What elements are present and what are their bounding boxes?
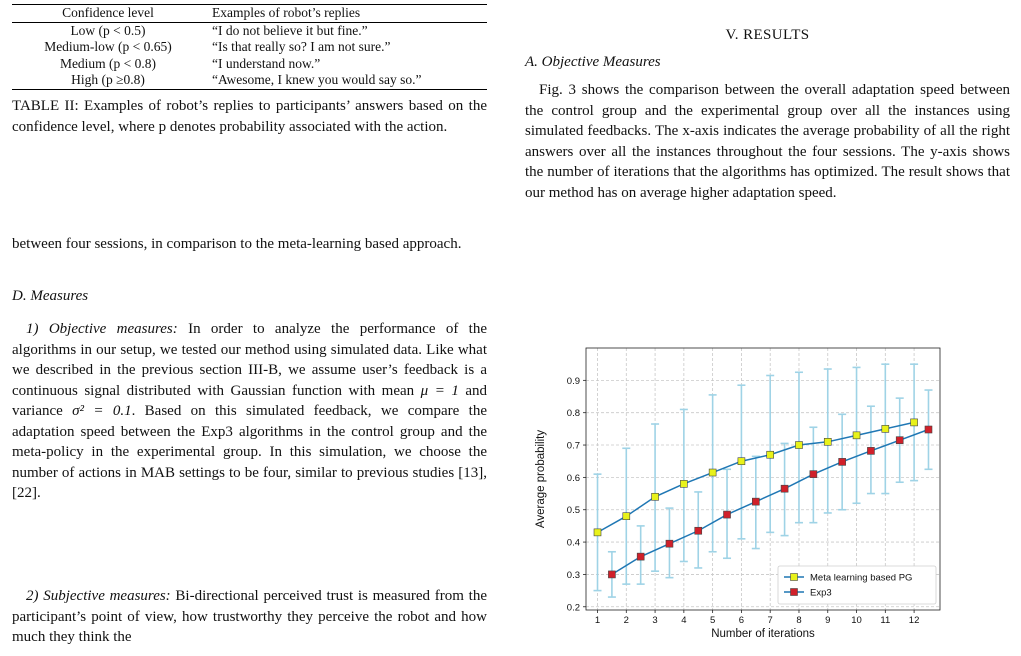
table-ii	[12, 4, 487, 90]
table-cell-reply: “I understand now.”	[212, 55, 321, 71]
data-point	[738, 458, 745, 465]
x-tick-label: 2	[623, 615, 629, 626]
table-cell-reply: “Awesome, I knew you would say so.”	[204, 72, 487, 89]
x-axis-label: Number of iterations	[711, 628, 815, 640]
y-tick-label: 0.9	[566, 375, 580, 387]
y-tick-label: 0.8	[566, 408, 580, 420]
table-header-row	[12, 5, 487, 23]
section-heading-measures: D. Measures	[12, 288, 89, 304]
x-tick-label: 8	[796, 615, 802, 626]
y-tick-label: 0.6	[566, 472, 580, 484]
x-tick-label: 11	[880, 615, 891, 626]
mu-expression: μ = 1	[420, 382, 459, 399]
table-cell-level: Medium-low (p < 0.65)	[44, 39, 172, 54]
data-point	[680, 480, 687, 487]
objective-measures-label: 1) Objective measures:	[26, 321, 178, 337]
data-point	[637, 553, 644, 560]
data-point	[767, 451, 774, 458]
y-axis-label: Average probability	[535, 429, 547, 529]
data-point	[608, 571, 615, 578]
data-point	[695, 527, 702, 534]
subjective-text: Bi-directional perceived trust is measured from the participant’s point of view, how trustworthy they perceive the robot and how much they think the	[12, 588, 487, 645]
x-tick-label: 4	[681, 615, 687, 626]
data-point	[925, 426, 932, 433]
data-point	[911, 419, 918, 426]
objective-text-b: and variance	[12, 382, 487, 419]
data-point	[652, 493, 659, 500]
y-tick-label: 0.4	[566, 537, 580, 549]
x-tick-label: 5	[709, 615, 716, 626]
data-point	[709, 469, 716, 476]
data-point	[810, 471, 817, 478]
y-tick-label: 0.7	[566, 440, 580, 452]
paragraph-objective-measures	[12, 319, 487, 504]
sigma-expression: σ² = 0.1	[72, 403, 132, 419]
table-row	[12, 39, 487, 56]
legend-marker	[791, 589, 798, 596]
data-point	[882, 425, 889, 432]
subsection-heading-objective: A. Objective Measures	[525, 54, 661, 70]
table-cell-level: Medium (p < 0.8)	[59, 55, 157, 71]
x-tick-label: 12	[908, 615, 920, 626]
line-chart-figure	[530, 340, 950, 640]
data-point	[896, 437, 903, 444]
data-point	[752, 498, 759, 505]
x-tick-label: 6	[738, 615, 745, 626]
data-point	[867, 447, 874, 454]
data-point	[839, 458, 846, 465]
data-point	[853, 432, 860, 439]
x-tick-label: 3	[652, 615, 658, 626]
data-point	[781, 485, 788, 492]
section-heading-results: V. RESULTS	[725, 27, 810, 43]
data-point	[824, 438, 831, 445]
objective-text-a: In order to analyze the performance of the algorithms in our setup, we tested our method using simulated data. Like what we described in the previous section III-B, we assume user’s feedback is a continuous signal distributed with Gaussian function with mean	[12, 321, 488, 399]
table-row	[12, 22, 487, 39]
data-point	[594, 529, 601, 536]
table-cell-reply: “I do not believe it but fine.”	[212, 22, 368, 38]
table-cell-level: High (p ≥0.8)	[12, 72, 204, 89]
chart-error-bars	[594, 364, 933, 597]
table-header-cell: Examples of robot’s replies	[204, 5, 487, 23]
table-cell-level: Low (p < 0.5)	[70, 22, 146, 38]
paragraph-continuation: between four sessions, in comparison to the meta-learning based approach.	[12, 236, 462, 252]
legend-marker	[791, 574, 798, 581]
legend-label: Meta learning based PG	[810, 572, 913, 584]
chart-legend	[778, 566, 936, 604]
table-caption: TABLE II: Examples of robot’s replies to participants’ answers based on the confidence level, where p denotes probability associated with the action.	[12, 98, 487, 135]
table-row	[12, 72, 487, 89]
data-point	[623, 513, 630, 520]
x-tick-label: 1	[594, 615, 601, 626]
x-tick-label: 7	[767, 615, 773, 626]
data-point	[724, 511, 731, 518]
y-tick-label: 0.3	[566, 569, 580, 581]
subjective-measures-label: 2) Subjective measures:	[26, 588, 171, 604]
legend-label: Exp3	[810, 587, 832, 599]
table-header-cell: Confidence level	[12, 5, 204, 23]
y-tick-label: 0.5	[566, 505, 580, 517]
x-tick-label: 10	[851, 615, 862, 626]
x-tick-label: 9	[825, 615, 831, 626]
data-point	[795, 442, 802, 449]
table-cell-reply: “Is that really so? I am not sure.”	[212, 39, 391, 54]
y-tick-label: 0.2	[566, 602, 580, 614]
paragraph-subjective-measures	[12, 586, 487, 648]
data-point	[666, 540, 673, 547]
table-row	[12, 56, 487, 73]
paragraph-results: Fig. 3 shows the comparison between the overall adaptation speed between the control group and the experimental group over all the instances using simulated feedbacks. The x-axis indicates the average probability of all the right answers over all the instances throughout the four sessions. The y-axis shows the number of iterations that the algorithms has optimized. The result shows that our method has on average higher adaptation speed.	[525, 82, 1010, 201]
objective-text-c: . Based on this simulated feedback, we compare the adaptation speed between the Exp3 algorithms in the control group and the meta-policy in the experimental group. In this simulation, we choose the number of actions in MAB settings to be four, similar to previous studies [13], [22].	[12, 403, 487, 501]
